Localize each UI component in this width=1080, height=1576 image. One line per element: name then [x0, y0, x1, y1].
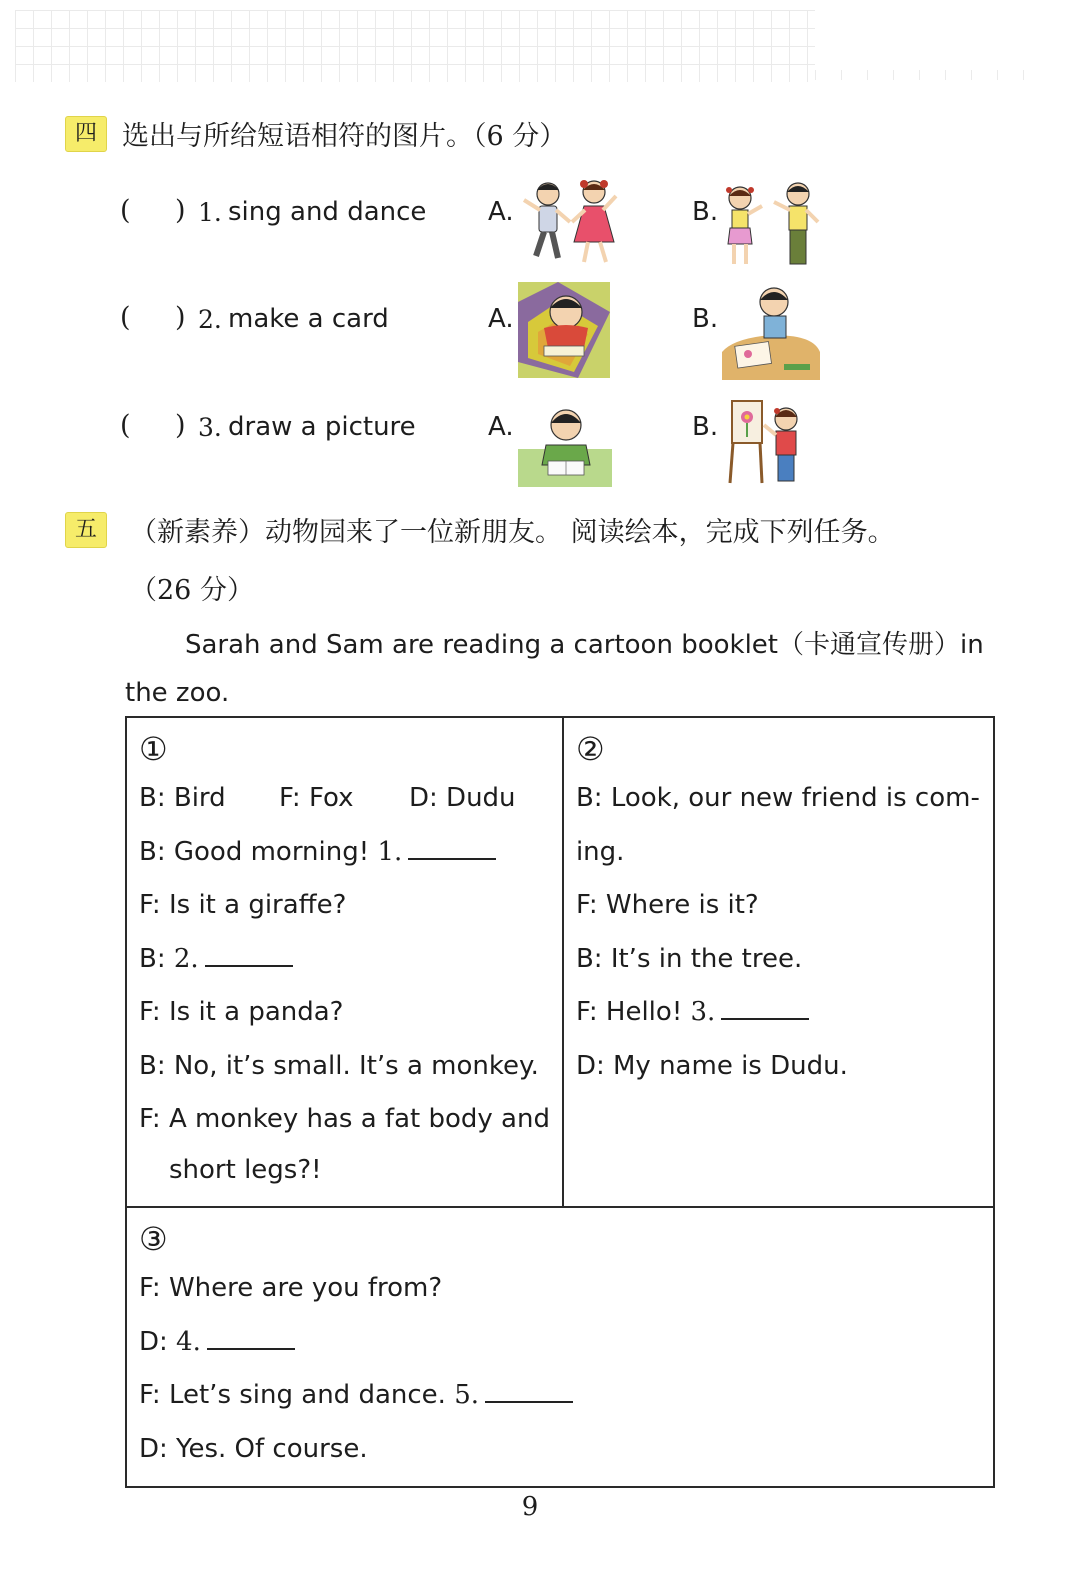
- dialogue-line: B: Look, our new friend is com-: [575, 783, 980, 813]
- panel-3: [126, 1207, 994, 1487]
- option-a-label[interactable]: A.: [488, 304, 514, 334]
- answer-paren-open: (: [120, 195, 131, 226]
- dialogue-line-continued: short legs?!: [169, 1154, 322, 1185]
- intro-paragraph-line-2: the zoo.: [125, 678, 230, 708]
- dialogue-line: D: Yes. Of course.: [139, 1433, 368, 1464]
- boy-girl-dancing-illustration[interactable]: [518, 178, 622, 266]
- dialogue-line: [576, 986, 981, 1040]
- option-a-label[interactable]: A.: [488, 412, 514, 442]
- boy-reading-at-desk-illustration[interactable]: [518, 405, 612, 487]
- dialogue-line: F: Where is it?: [575, 890, 759, 920]
- dialogue-line: D: My name is Dudu.: [575, 1050, 848, 1081]
- intro-paragraph: [185, 624, 984, 661]
- answer-paren-open: (: [120, 410, 131, 441]
- dialogue-line: [139, 933, 550, 987]
- intro-text: Sarah and Sam are reading a cartoon booklet: [185, 630, 778, 660]
- section-5-score: （26 分）: [130, 575, 254, 606]
- girl-making-card-at-table-illustration[interactable]: [722, 282, 820, 380]
- question-phrase: make a card: [228, 304, 389, 334]
- dialogue-line: [139, 1316, 981, 1370]
- answer-paren-close: ): [175, 410, 186, 441]
- answer-blank-1[interactable]: [408, 836, 496, 860]
- panel-1-marker: ①: [139, 730, 168, 768]
- answer-paren-close: ): [175, 302, 186, 333]
- option-b-label[interactable]: B.: [692, 197, 719, 227]
- question-phrase: sing and dance: [228, 197, 427, 227]
- section-4-title: 选出与所给短语相符的图片。（6 分）: [122, 121, 567, 152]
- dialogue-table: [125, 716, 995, 1488]
- dialogue-text: B: Good morning!: [139, 836, 378, 867]
- child-on-patterned-rug-illustration[interactable]: [518, 282, 610, 378]
- option-b-label[interactable]: B.: [692, 412, 719, 442]
- question-number: 2.: [198, 305, 222, 334]
- panel-2-marker: ②: [575, 730, 605, 768]
- panel-3-marker: ③: [139, 1220, 168, 1258]
- answer-paren-close: ): [175, 195, 186, 226]
- blank-number: 3.: [690, 997, 716, 1027]
- dialogue-line: B: No, it’s small. It’s a monkey.: [139, 1050, 539, 1081]
- panel-1: [126, 717, 563, 1207]
- section-5-badge: 五: [65, 512, 107, 548]
- section-4-badge: 四: [65, 116, 107, 152]
- question-phrase: draw a picture: [228, 412, 416, 442]
- dialogue-text: F: Let’s sing and dance.: [139, 1380, 455, 1410]
- section-5-title: （新素养）动物园来了一位新朋友。 阅读绘本，完成下列任务。: [130, 517, 895, 548]
- dialogue-line: F: Is it a giraffe?: [139, 890, 347, 920]
- dialogue-line: F: A monkey has a fat body and: [139, 1104, 550, 1134]
- question-number: 1.: [198, 198, 222, 227]
- header-grid-fade: [815, 70, 1045, 80]
- blank-number: 2.: [173, 943, 199, 974]
- legend-bird: B: Bird: [139, 783, 226, 813]
- answer-blank-4[interactable]: [207, 1326, 295, 1350]
- dialogue-line: B: It’s in the tree.: [575, 943, 803, 974]
- dialogue-line: F: Where are you from?: [139, 1273, 443, 1303]
- dialogue-text: F: Hello!: [575, 997, 691, 1027]
- dialogue-line: [139, 1369, 981, 1423]
- character-legend: [139, 772, 550, 826]
- option-b-label[interactable]: B.: [692, 304, 719, 334]
- blank-number: 5.: [454, 1380, 479, 1410]
- dialogue-text: B:: [139, 943, 174, 974]
- dialogue-line-continued: ing.: [575, 836, 625, 867]
- option-a-label[interactable]: A.: [488, 197, 514, 227]
- girl-painting-at-easel-illustration[interactable]: [728, 395, 802, 487]
- question-number: 3.: [198, 413, 222, 442]
- legend-dudu: D: Dudu: [409, 783, 516, 813]
- header-grid-decoration: [15, 10, 815, 82]
- dialogue-line: [139, 826, 550, 880]
- answer-paren-open: (: [120, 302, 131, 333]
- panel-2: [563, 717, 994, 1207]
- answer-blank-2[interactable]: [205, 943, 293, 967]
- answer-blank-5[interactable]: [485, 1379, 573, 1403]
- intro-text-end: in: [960, 630, 984, 660]
- blank-number: 1.: [377, 836, 403, 867]
- intro-chinese-gloss: （卡通宣传册）: [778, 630, 961, 660]
- dialogue-line: F: Is it a panda?: [139, 997, 344, 1027]
- legend-fox: F: Fox: [279, 783, 354, 813]
- blank-number: 4.: [176, 1326, 201, 1357]
- boy-girl-waving-illustration[interactable]: [722, 180, 822, 270]
- dialogue-text: D:: [139, 1326, 177, 1357]
- page-number: 9: [521, 1492, 539, 1522]
- answer-blank-3[interactable]: [721, 996, 809, 1020]
